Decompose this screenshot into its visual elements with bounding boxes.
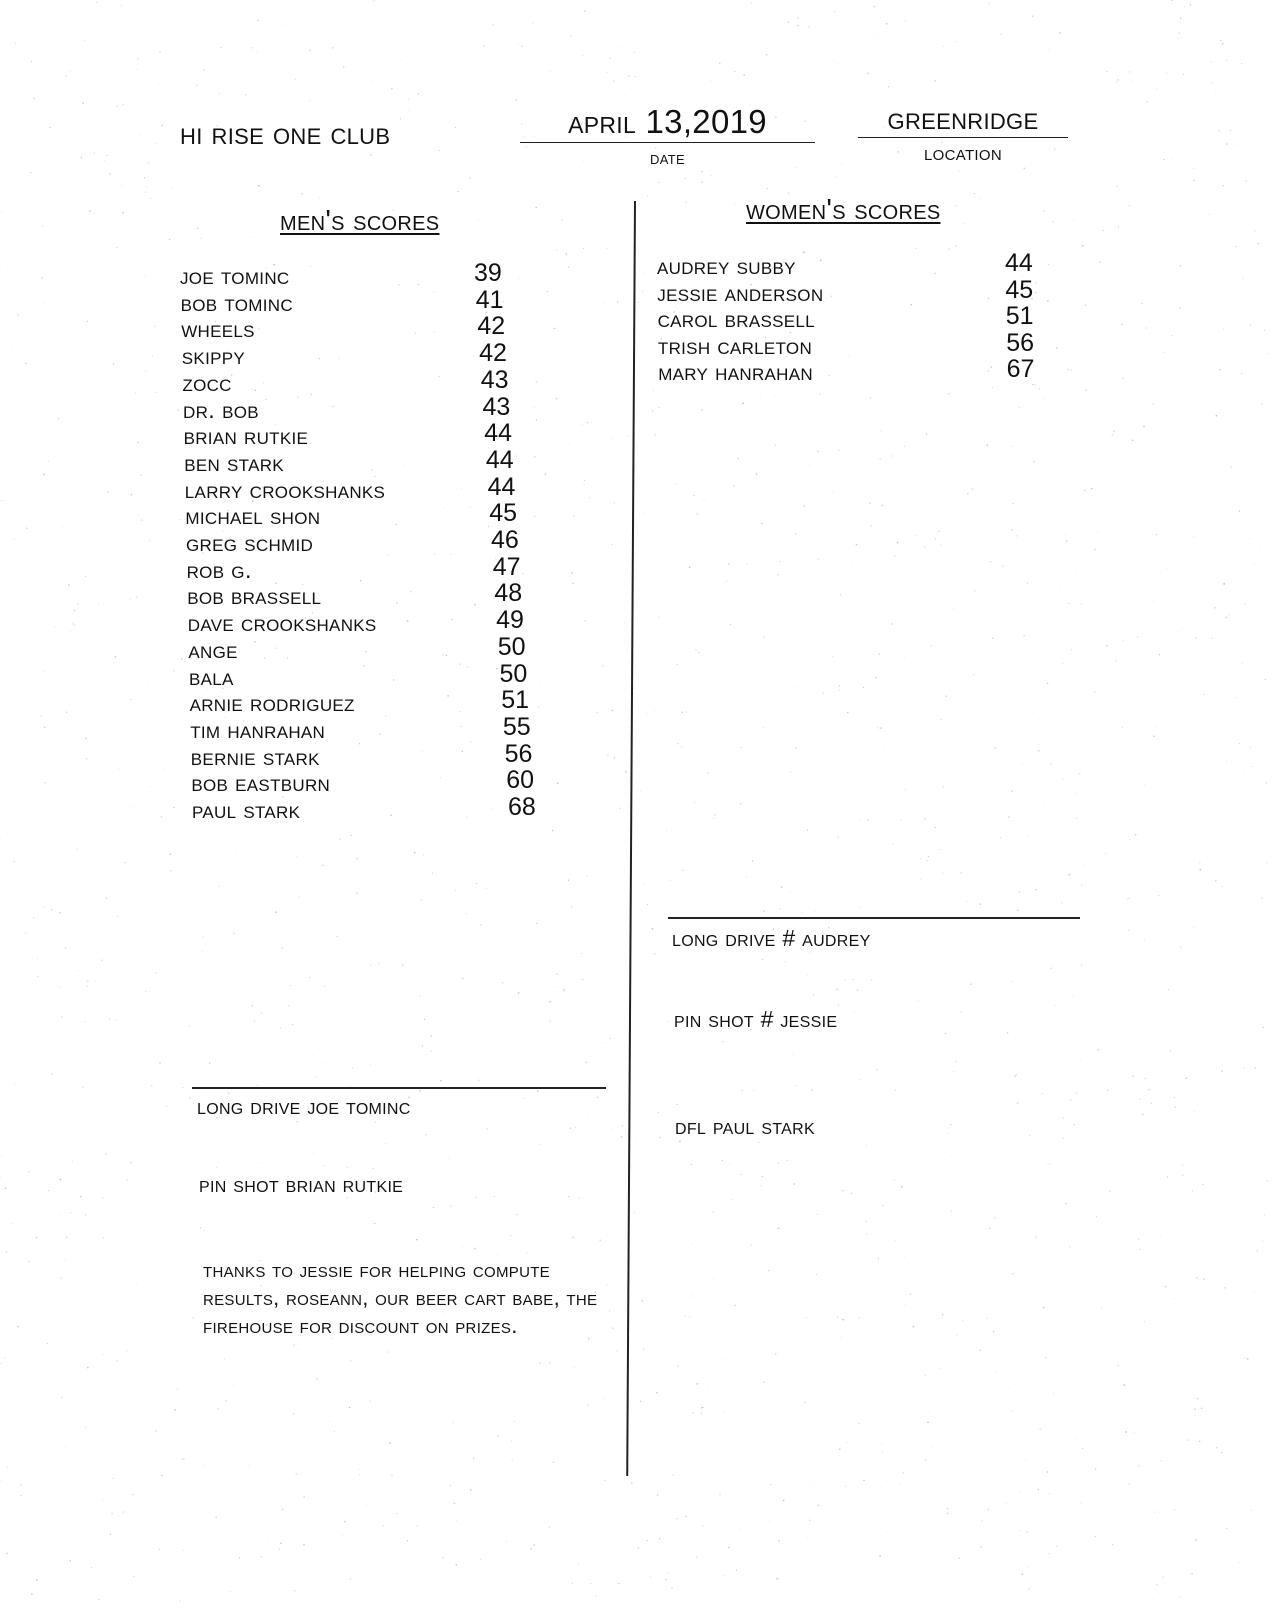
player-name: carol brassell (657, 306, 815, 333)
player-name: tim hanrahan (190, 716, 326, 744)
player-score: 50 (499, 659, 528, 688)
player-name: dr. bob (183, 396, 259, 424)
player-score: 68 (508, 793, 536, 821)
player-score: 56 (1006, 328, 1034, 357)
player-name: larry crookshanks (184, 476, 386, 504)
player-score: 45 (489, 499, 518, 528)
player-name: joe tominc (180, 263, 290, 290)
player-name: mary hanrahan (658, 359, 813, 386)
player-score: 48 (494, 579, 523, 608)
event-location: greenridge (858, 101, 1068, 138)
thanks-note: thanks to jessie for helping compute results, roseann, our beer cart babe, the firehouse for discount on prizes. (203, 1257, 598, 1338)
club-name: hi rise one club (180, 116, 391, 151)
player-score: 42 (479, 339, 507, 368)
player-name: bob eastburn (191, 770, 331, 798)
player-score: 41 (475, 285, 504, 314)
player-score: 44 (484, 419, 512, 448)
player-score: 67 (1006, 355, 1035, 383)
player-name: bob brassell (187, 583, 322, 611)
player-score: 50 (497, 632, 526, 661)
player-name: bernie stark (190, 743, 320, 771)
player-score: 56 (504, 739, 533, 768)
player-name: ange (188, 636, 238, 664)
player-name: ben stark (184, 449, 284, 477)
womens-awards-rule (668, 917, 1080, 919)
player-score: 47 (492, 552, 521, 581)
player-name: skippy (181, 343, 246, 371)
womens-pin-shot: pin shot # jessie (674, 1006, 838, 1032)
location-label: location (924, 140, 1002, 165)
player-name: bob tominc (180, 289, 293, 317)
player-name: dave crookshanks (187, 610, 377, 638)
player-name: trish carleton (657, 332, 813, 360)
date-label: date (650, 148, 685, 169)
player-score: 55 (502, 712, 531, 741)
player-name: arnie rodriguez (189, 690, 355, 718)
player-score: 44 (1005, 249, 1033, 277)
mens-pin-shot: pin shot brian rutkie (199, 1171, 404, 1197)
player-score: 39 (474, 259, 502, 287)
dfl-award: dfl paul stark (675, 1113, 815, 1139)
player-name: wheels (181, 316, 255, 344)
womens-long-drive: long drive # audrey (672, 925, 871, 951)
womens-scores-heading: women's scores (746, 194, 941, 226)
mens-awards-rule (192, 1087, 606, 1089)
mens-scores-heading: men's scores (280, 205, 440, 237)
player-score: 43 (480, 365, 509, 394)
player-name: paul stark (192, 797, 301, 824)
player-name: jessie anderson (657, 279, 824, 307)
player-name: zocc (182, 369, 232, 397)
player-score: 60 (506, 766, 535, 795)
player-score: 51 (1005, 302, 1034, 330)
event-date: april 13,2019 (520, 103, 815, 143)
player-score: 46 (491, 526, 519, 554)
player-name: bala (189, 663, 234, 691)
player-score: 42 (477, 312, 506, 341)
player-name: rob g. (186, 556, 252, 584)
player-name: audrey subby (657, 253, 796, 280)
player-name: michael shon (185, 503, 321, 531)
player-score: 49 (496, 606, 524, 635)
player-name: brian rutkie (183, 423, 309, 451)
player-name: greg schmid (186, 530, 314, 557)
player-score: 43 (482, 392, 511, 421)
player-score: 44 (485, 445, 514, 474)
mens-long-drive: long drive joe tominc (197, 1093, 411, 1119)
player-score: 51 (501, 686, 529, 715)
player-score: 45 (1005, 275, 1034, 304)
player-score: 44 (487, 472, 516, 501)
